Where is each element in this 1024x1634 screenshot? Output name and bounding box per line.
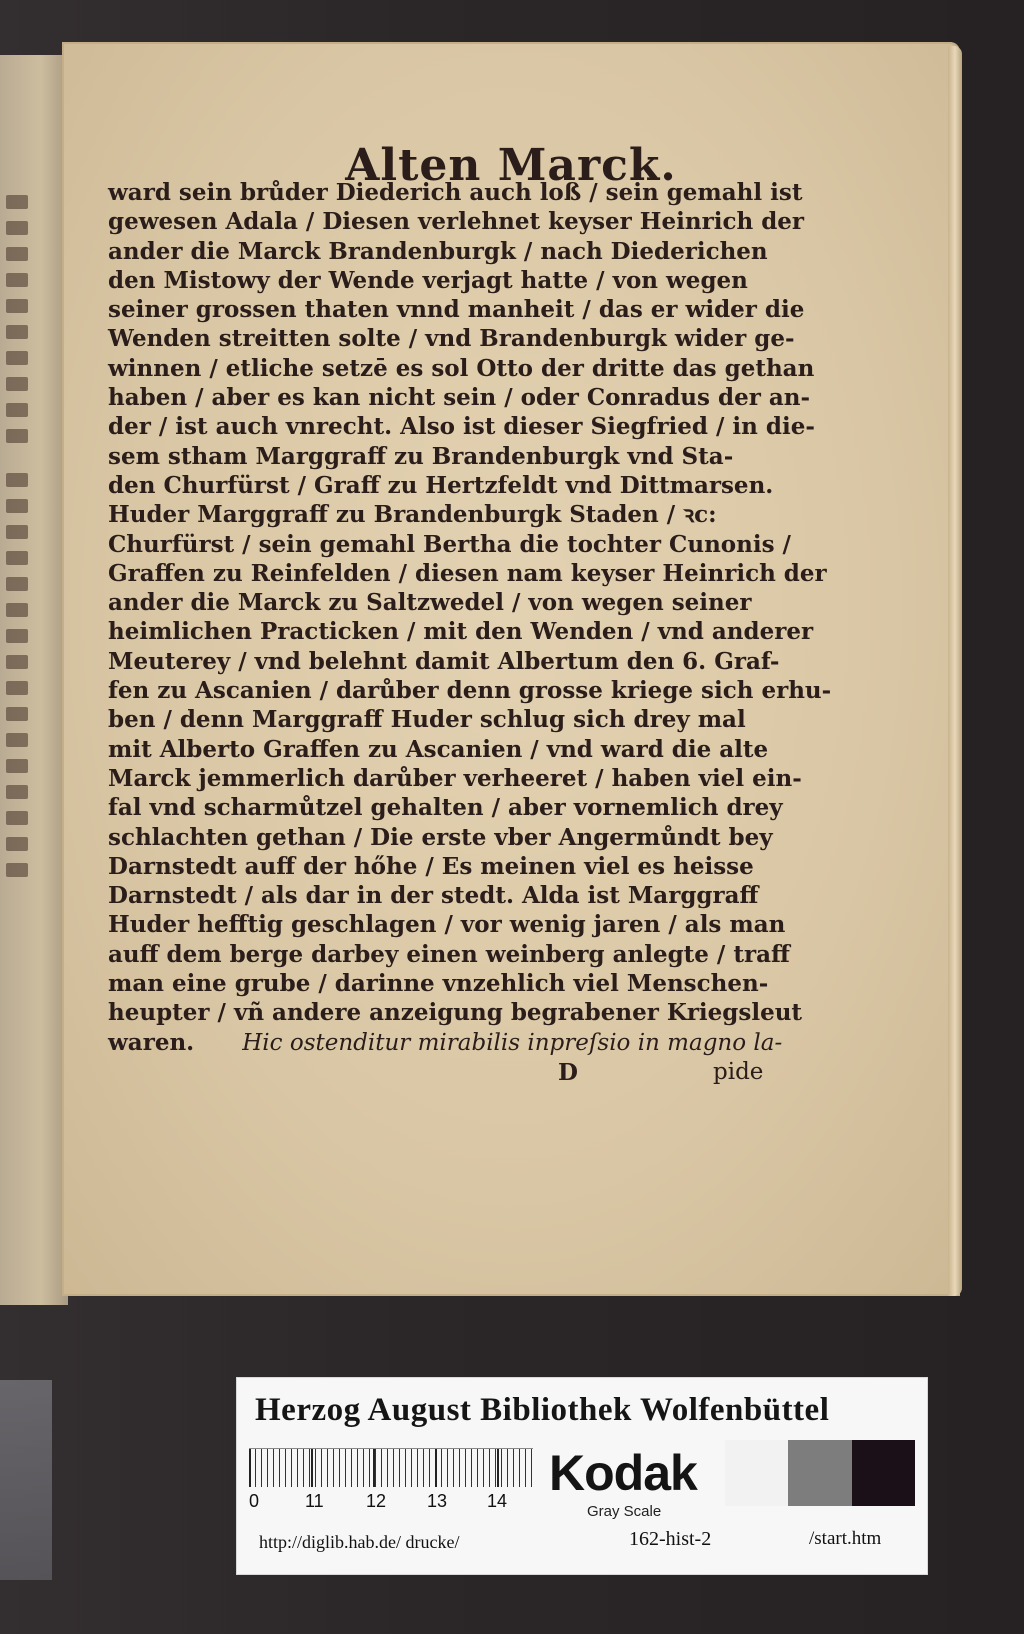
ruler [249, 1448, 533, 1513]
ruler-number: 12 [366, 1491, 387, 1511]
text-line: seiner grossen thaten vnnd manheit / das er wider die [108, 296, 805, 324]
text-line: schlachten gethan / Die erste vber Angermůndt bey [108, 823, 773, 851]
text-line: mit Alberto Graffen zu Ascanien / vnd ward die alte [108, 735, 769, 763]
text-line: Churfürst / sein gemahl Bertha die tochter Cunonis / [108, 530, 791, 558]
page-heading: Alten Marck. [345, 140, 677, 191]
text-line: Darnstedt / als dar in der stedt. Alda ist Marggraff [108, 882, 759, 910]
text-line: heupter / vñ andere anzeigung begrabener Kriegsleut [108, 999, 803, 1027]
digital-library-url: http://diglib.hab.de/ drucke/ [259, 1532, 460, 1552]
ruler-major-ticks [249, 1449, 533, 1487]
text-line: haben / aber es kan nicht sein / oder Conradus der an- [108, 384, 810, 412]
last-line-german: waren. [108, 1028, 195, 1056]
text-line: Darnstedt auff der hőhe / Es meinen viel es heisse [108, 852, 754, 880]
catchword: pide [713, 1058, 764, 1085]
ruler-number: 11 [305, 1491, 324, 1511]
swatch-black [852, 1440, 915, 1506]
page-fore-edge [948, 46, 962, 1296]
text-line: fal vnd scharmůtzel gehalten / aber vornemlich drey [108, 794, 783, 822]
ruler-number: 13 [427, 1491, 448, 1511]
text-line: ward sein brůder Diederich auch loß / sein gemahl ist [108, 179, 803, 206]
text-line: heimlichen Practicken / mit den Wenden / vnd anderer [108, 618, 814, 646]
adjacent-page-edge [0, 55, 68, 1305]
text-line: sem stham Marggraff zu Brandenburgk vnd Sta- [108, 442, 734, 470]
text-line: ander die Marck zu Saltzwedel / von wegen seiner [108, 589, 752, 617]
gray-scale-swatches [725, 1440, 915, 1506]
text-line: auff dem berge darbey einen weinberg anlegte / traff [108, 940, 790, 968]
text-line: der / ist auch vnrecht. Also ist dieser Siegfried / in die- [108, 413, 815, 441]
latin-passage: Hic ostenditur mirabilis inpreſsio in magno la- [242, 1029, 783, 1056]
start-page-path: /start.htm [809, 1528, 882, 1549]
text-line: Huder hefftig geschlagen / vor wenig jaren / als man [108, 911, 786, 939]
swatch-white [725, 1440, 788, 1506]
text-line: Graffen zu Reinfelden / diesen nam keyser Heinrich der [108, 559, 827, 587]
text-line-last [108, 1028, 783, 1058]
scanner-edge [0, 1380, 52, 1580]
library-color-card [237, 1378, 927, 1574]
text-line: den Mistowy der Wende verjagt hatte / von wegen [108, 266, 748, 294]
page-body-text [108, 178, 832, 1087]
text-line: Marck jemmerlich darůber verheeret / haben viel ein- [108, 764, 802, 792]
page-footer [108, 1058, 764, 1087]
adjacent-page-text-fragments [6, 195, 56, 889]
kodak-logo: Kodak [549, 1445, 697, 1501]
shelfmark: 162-hist-2 [629, 1528, 712, 1550]
ruler-number: 14 [487, 1491, 508, 1511]
text-line: ben / denn Marggraff Huder schlug sich drey mal [108, 706, 746, 734]
text-line: ander die Marck Brandenburgk / nach Diederichen [108, 237, 768, 265]
text-line: gewesen Adala / Diesen verlehnet keyser Heinrich der [108, 208, 805, 236]
text-line: man eine grube / darinne vnzehlich viel Menschen- [108, 970, 769, 998]
ruler-number: 0 [249, 1491, 260, 1511]
signature-mark: D [558, 1058, 578, 1086]
text-line: fen zu Ascanien / darůber denn grosse kriege sich erhu- [108, 677, 832, 705]
library-name: Herzog August Bibliothek Wolfenbüttel [255, 1392, 830, 1428]
text-line: den Churfürst / Graff zu Hertzfeldt vnd Dittmarsen. [108, 471, 774, 499]
text-line: Meuterey / vnd belehnt damit Albertum den 6. Graf- [108, 647, 780, 675]
text-line: Huder Marggraff zu Brandenburgk Staden / ꝛc: [108, 501, 717, 529]
text-line: Wenden streitten solte / vnd Brandenburgk wider ge- [108, 325, 795, 353]
swatch-gray [788, 1440, 851, 1506]
gray-scale-label: Gray Scale [587, 1503, 662, 1520]
text-line: winnen / etliche setzē es sol Otto der dritte das gethan [108, 354, 815, 382]
